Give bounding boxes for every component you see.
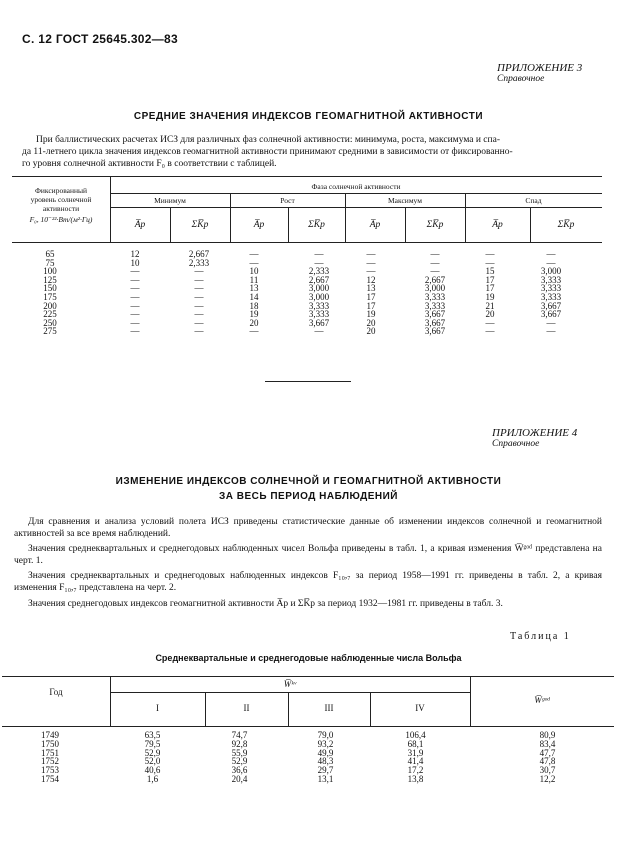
table-cell: 3,333 bbox=[540, 291, 562, 302]
table-cell: 2,333 bbox=[308, 266, 330, 277]
section-2-paragraph-4: Значения среднегодовых индексов геомагнитной активности A̅p и ΣK̅p за период 1932—1981 гг. приведены в табл. 3. bbox=[28, 598, 503, 609]
table-cell: Фиксированный bbox=[34, 186, 88, 195]
appendix-3-title: ПРИЛОЖЕНИЕ 3 bbox=[497, 62, 583, 74]
table-cell: 1,6 bbox=[146, 773, 159, 784]
col-growth-ap bbox=[234, 250, 274, 336]
table-cell: 20,4 bbox=[231, 773, 248, 784]
col-decline-ap bbox=[470, 250, 510, 336]
table-cell: — bbox=[249, 257, 259, 268]
table-cell: 3,667 bbox=[540, 309, 562, 320]
table-cell: — bbox=[485, 249, 495, 259]
table-cell: 3,667 bbox=[424, 326, 446, 337]
table-cell: — bbox=[546, 249, 556, 259]
q2-column bbox=[212, 731, 267, 784]
col-max-kp bbox=[412, 250, 458, 336]
section-2-body bbox=[14, 517, 602, 610]
table-cell: 17,2 bbox=[407, 765, 424, 776]
sym-kp: ΣK̅p bbox=[308, 220, 325, 230]
table-cell: 17 bbox=[366, 291, 376, 302]
table-cell: 47,7 bbox=[539, 747, 556, 758]
q1-column bbox=[125, 731, 180, 784]
table-cell: — bbox=[314, 249, 324, 259]
section-1-line-1: При баллистических расчетах ИСЗ для различных фаз солнечной активности: минимума, роста, максимума и спа- bbox=[36, 135, 500, 145]
table-number-label: Таблица 1 bbox=[510, 631, 571, 642]
table-cell: 74,7 bbox=[231, 730, 248, 740]
col-min-kp bbox=[176, 250, 222, 336]
sym-ap: A̅p bbox=[369, 220, 381, 230]
table-cell: 20 bbox=[366, 326, 376, 337]
table-cell: 52,9 bbox=[231, 756, 248, 767]
table-cell: — bbox=[130, 274, 140, 285]
table-cell: 3,333 bbox=[308, 309, 330, 320]
table-cell: 3,333 bbox=[540, 274, 562, 285]
table-cell: 1752 bbox=[41, 756, 59, 767]
table-cell: 225 bbox=[43, 309, 57, 320]
table-cell: 20 bbox=[485, 309, 495, 320]
table-cell: 18 bbox=[249, 300, 259, 311]
table-cell: — bbox=[546, 326, 556, 337]
table-cell: — bbox=[194, 309, 204, 320]
page-header: С. 12 ГОСТ 25645.302—83 bbox=[22, 32, 178, 46]
table-cell: 17 bbox=[485, 274, 495, 285]
table-cell: 55,9 bbox=[231, 747, 248, 758]
table-cell: 3,000 bbox=[308, 291, 330, 302]
table-cell: 100 bbox=[43, 266, 57, 277]
table-cell: 2,333 bbox=[188, 257, 210, 268]
table-cell: — bbox=[194, 266, 204, 277]
year-column-header: Год bbox=[49, 687, 63, 697]
quarter-2-header: II bbox=[243, 703, 250, 713]
table-cell: 3,667 bbox=[308, 317, 330, 328]
phase-decline: Спад bbox=[525, 196, 542, 205]
col-growth-kp bbox=[296, 250, 342, 336]
section-2-paragraph-2: Значения среднеквартальных и среднегодовых наблюденных чисел Вольфа приведены в табл. 1, а кривая изменения W̅ᵍᵒᵈ представлена на черт. 1. bbox=[14, 544, 602, 566]
table-cell: 79,0 bbox=[317, 730, 334, 740]
table-cell: 3,000 bbox=[424, 283, 446, 294]
table-cell: — bbox=[366, 249, 376, 259]
table-cell: F₀, 10⁻²²·Вт/(м²·Гц) bbox=[29, 215, 93, 224]
table-cell: — bbox=[130, 266, 140, 277]
table-cell: 20 bbox=[249, 317, 259, 328]
col-max-ap bbox=[351, 250, 391, 336]
table-cell: 63,5 bbox=[144, 730, 161, 740]
table-cell: — bbox=[546, 317, 556, 328]
table-cell: 75 bbox=[45, 257, 55, 268]
table-cell: 13 bbox=[249, 283, 259, 294]
table-cell: 19 bbox=[485, 291, 495, 302]
section-1-paragraph bbox=[22, 134, 600, 170]
table-cell: 93,2 bbox=[317, 738, 334, 749]
table-cell: 10 bbox=[130, 257, 140, 268]
table-cell: 250 bbox=[43, 317, 57, 328]
table-cell: — bbox=[314, 326, 324, 337]
table-cell: — bbox=[194, 291, 204, 302]
table-cell: 2,667 bbox=[308, 274, 330, 285]
section-2-paragraph-3: Значения среднеквартальных и среднегодовых наблюденных индексов F₁₀,₇ за период 1958—1991 гг. приведены в табл. 2, а кривая изменения F₁₀,₇ представлена на черт. 2. bbox=[14, 571, 602, 593]
table-cell: — bbox=[194, 300, 204, 311]
table-caption: Среднеквартальные и среднегодовые наблюденные числа Вольфа bbox=[155, 653, 462, 663]
table-cell: 3,000 bbox=[540, 266, 562, 277]
section-2-paragraph-1: Для сравнения и анализа условий полета ИСЗ приведены статистические данные об изменении индексов солнечной и геомагнитной активностей за все время наблюдений. bbox=[14, 517, 602, 539]
table-cell: 49,9 bbox=[317, 747, 334, 758]
table-cell: — bbox=[130, 317, 140, 328]
section-2-title-line-2: ЗА ВЕСЬ ПЕРИОД НАБЛЮДЕНИЙ bbox=[219, 491, 398, 502]
table-cell: 79,5 bbox=[144, 738, 161, 749]
section-divider bbox=[265, 381, 351, 382]
table-cell: 1749 bbox=[41, 730, 59, 740]
table-cell: 29,7 bbox=[317, 765, 334, 776]
table-cell: — bbox=[314, 257, 324, 268]
phase-growth: Рост bbox=[280, 196, 295, 205]
table-cell: — bbox=[194, 317, 204, 328]
sym-ap: A̅p bbox=[134, 220, 146, 230]
table-cell: 13,1 bbox=[317, 773, 334, 784]
table-cell: 12,2 bbox=[539, 773, 556, 784]
table-cell: — bbox=[130, 309, 140, 320]
appendix-3-subtitle: Справочное bbox=[497, 74, 545, 84]
table-cell: 92,8 bbox=[231, 738, 248, 749]
quarter-3-header: III bbox=[324, 703, 334, 713]
table-cell: — bbox=[130, 283, 140, 294]
appendix-4-subtitle: Справочное bbox=[492, 439, 540, 449]
table-cell: — bbox=[194, 283, 204, 294]
table-cell: 83,4 bbox=[539, 738, 556, 749]
table-cell: — bbox=[130, 300, 140, 311]
phase-minimum: Минимум bbox=[154, 196, 186, 205]
table-cell: 52,9 bbox=[144, 747, 161, 758]
table-cell: — bbox=[249, 249, 259, 259]
table-cell: 68,1 bbox=[407, 738, 424, 749]
years-column bbox=[20, 731, 80, 784]
table-cell: 150 bbox=[43, 283, 57, 294]
table-cell: 1754 bbox=[41, 773, 59, 784]
table-cell: — bbox=[485, 257, 495, 268]
section-1-title: СРЕДНИЕ ЗНАЧЕНИЯ ИНДЕКСОВ ГЕОМАГНИТНОЙ АКТИВНОСТИ bbox=[133, 111, 484, 122]
table-cell: 3,667 bbox=[424, 317, 446, 328]
table-cell: уровень солнечной bbox=[30, 195, 92, 204]
table-cell: 3,667 bbox=[540, 300, 562, 311]
phase-group-header: Фаза солнечной активности bbox=[311, 182, 401, 191]
annual-column-header: W̅ᵍᵒᵈ bbox=[534, 695, 550, 705]
table-cell: 10 bbox=[249, 266, 259, 277]
table-cell: 15 bbox=[485, 266, 495, 277]
table-cell: 47,8 bbox=[539, 756, 556, 767]
table-cell: 1753 bbox=[41, 765, 59, 776]
table-cell: — bbox=[546, 257, 556, 268]
sym-kp: ΣK̅p bbox=[191, 220, 209, 230]
table-cell: 40,6 bbox=[144, 765, 161, 776]
table-cell: — bbox=[194, 274, 204, 285]
table-cell: 17 bbox=[366, 300, 376, 311]
table-cell: 2,667 bbox=[424, 274, 446, 285]
table-cell: 20 bbox=[366, 317, 376, 328]
phase-maximum: Максимум bbox=[388, 196, 422, 205]
annual-column bbox=[520, 731, 575, 784]
table-cell: 1750 bbox=[41, 738, 59, 749]
table-cell: 48,3 bbox=[317, 756, 334, 767]
section-1-line-2: да 11-летнего цикла значения индексов геомагнитной активности принимают средними в зависимости от фиксированно- bbox=[22, 147, 513, 157]
table-cell: — bbox=[430, 266, 440, 277]
table-cell: 52,0 bbox=[144, 756, 161, 767]
table-cell: — bbox=[485, 326, 495, 337]
table-cell: — bbox=[366, 257, 376, 268]
table-cell: — bbox=[485, 317, 495, 328]
sym-ap: A̅p bbox=[492, 220, 503, 230]
table-cell: 3,000 bbox=[308, 283, 330, 294]
table-cell: 17 bbox=[485, 283, 495, 294]
table-cell: 13,8 bbox=[407, 773, 424, 784]
table-cell: 3,333 bbox=[424, 291, 446, 302]
table-cell: 125 bbox=[43, 274, 57, 285]
q3-column bbox=[298, 731, 353, 784]
table-cell: 14 bbox=[249, 291, 259, 302]
table-cell: 19 bbox=[366, 309, 376, 320]
table-cell: 21 bbox=[485, 300, 495, 311]
table-cell: — bbox=[249, 326, 259, 337]
table-cell: — bbox=[430, 249, 440, 259]
table-cell: 13 bbox=[366, 283, 376, 294]
appendix-4-title: ПРИЛОЖЕНИЕ 4 bbox=[492, 427, 578, 439]
table-cell: 65 bbox=[45, 249, 55, 259]
table-cell: — bbox=[430, 257, 440, 268]
table-cell: 1751 bbox=[41, 747, 59, 758]
table-cell: 12 bbox=[366, 274, 376, 285]
appendix-3-label bbox=[497, 62, 582, 84]
table-cell: 11 bbox=[249, 274, 259, 285]
table-cell: 12 bbox=[130, 249, 140, 259]
table-cell: 30,7 bbox=[539, 765, 556, 776]
col-min-ap bbox=[115, 250, 155, 336]
sym-kp: ΣK̅p bbox=[426, 220, 444, 230]
q4-column bbox=[388, 731, 443, 784]
table-cell: 2,667 bbox=[188, 249, 210, 259]
level-column-header bbox=[12, 186, 110, 224]
table-cell: 175 bbox=[43, 291, 57, 302]
table-cell: 31,9 bbox=[407, 747, 424, 758]
quarter-4-header: IV bbox=[415, 703, 425, 713]
table-cell: — bbox=[194, 326, 204, 337]
table-cell: 200 bbox=[43, 300, 57, 311]
table-cell: 3,333 bbox=[424, 300, 446, 311]
quarter-1-header: I bbox=[156, 703, 159, 713]
table-cell: активности bbox=[42, 204, 80, 213]
sym-ap: A̅p bbox=[253, 220, 265, 230]
quarterly-group-header: W̅ᵏᵛ bbox=[283, 679, 297, 689]
appendix-4-label bbox=[492, 427, 577, 449]
table-cell: — bbox=[130, 326, 140, 337]
table-cell: 41,4 bbox=[407, 756, 424, 767]
sym-kp: ΣK̅p bbox=[557, 220, 575, 230]
table-cell: 36,6 bbox=[231, 765, 248, 776]
table-cell: 106,4 bbox=[405, 730, 426, 740]
levels-column bbox=[30, 250, 70, 336]
table-cell: 19 bbox=[249, 309, 259, 320]
table-cell: — bbox=[366, 266, 376, 277]
section-1-line-3: го уровня солнечной активности F₀ в соответствии с таблицей. bbox=[22, 159, 277, 169]
table-cell: 80,9 bbox=[539, 730, 556, 740]
table-cell: 3,333 bbox=[540, 283, 562, 294]
table-cell: 3,667 bbox=[424, 309, 446, 320]
table-cell: 275 bbox=[43, 326, 57, 337]
table-cell: 3,333 bbox=[308, 300, 330, 311]
section-2-title-line-1: ИЗМЕНЕНИЕ ИНДЕКСОВ СОЛНЕЧНОЙ И ГЕОМАГНИТНОЙ АКТИВНОСТИ bbox=[115, 476, 502, 487]
table-cell: — bbox=[130, 291, 140, 302]
col-decline-kp bbox=[528, 250, 574, 336]
